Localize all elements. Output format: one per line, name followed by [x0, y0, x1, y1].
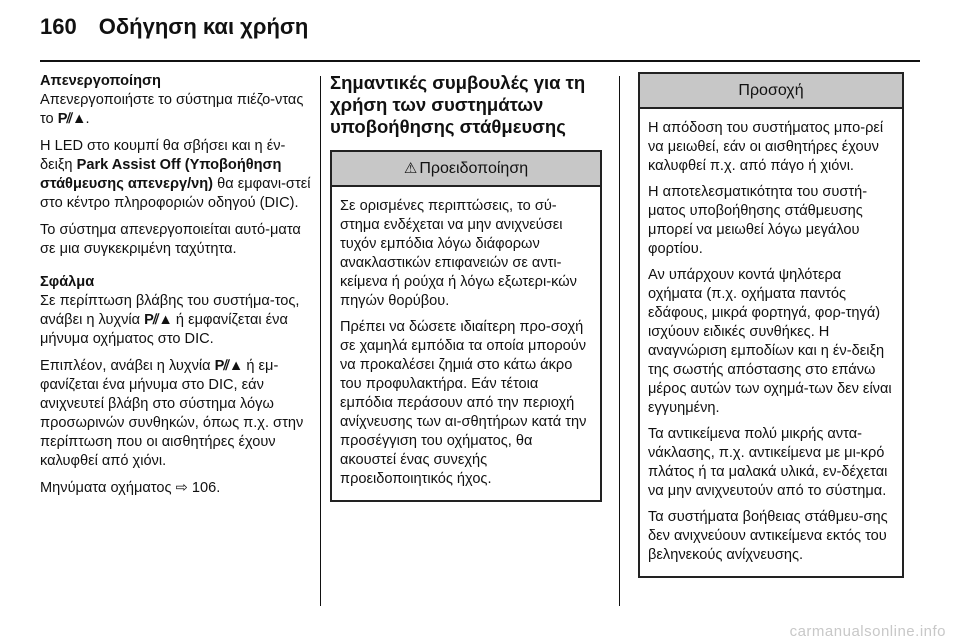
fault-paragraph-3: Μηνύματα οχήματος ⇨ 106.	[40, 480, 221, 496]
park-assist-icon: P⫽▲	[57, 111, 86, 127]
caution-header: Προσοχή	[640, 74, 902, 109]
column-3	[638, 72, 904, 578]
section-title: Σημαντικές συμβουλές για τη χρήση των συστημάτων υποβοήθησης στάθμευσης	[330, 72, 586, 137]
caution-body	[640, 109, 902, 576]
page-title: Οδήγηση και χρήση	[98, 14, 309, 39]
warning-box	[330, 150, 602, 502]
column-2	[330, 72, 602, 502]
page-number: 160	[40, 14, 77, 39]
deactivation-heading: Απενεργοποίηση	[40, 73, 161, 89]
fault-paragraph-1: Σε περίπτωση βλάβης του συστήμα-τος, ανάβει η λυχνία P⫽▲ ή εμφανίζεται ένα μήνυμα οχήματος στο DIC.	[40, 293, 300, 347]
header-rule	[40, 60, 920, 62]
park-assist-icon: P⫽▲	[214, 358, 243, 374]
fault-paragraph-2: Επιπλέον, ανάβει η λυχνία P⫽▲ ή εμ-φανίζεται ένα μήνυμα στο DIC, εάν ανιχνευτεί βλάβη στο σύστημα λόγω προσωρινών συνθηκών, όπως π.χ. στην περίπτωση που οι αισθητήρες έχουν καλυφθεί από χιόνι.	[40, 358, 304, 469]
warning-body	[332, 187, 600, 500]
warning-title: Προειδοποίηση	[419, 160, 529, 177]
column-divider-2	[619, 76, 620, 606]
deactivation-paragraph-2: Η LED στο κουμπί θα σβήσει και η έν-δειξη Park Assist Off (Υποβοήθηση στάθμευσης απενεργ/νη) θα εμφανι-στεί στο κέντρο πληροφοριών οδηγού (DIC).	[40, 138, 311, 211]
fault-section	[40, 273, 312, 498]
park-assist-off-message: Park Assist Off (Υποβοήθηση στάθμευσης απενεργ/νη)	[40, 157, 282, 192]
deactivation-paragraph-1: Απενεργοποιήστε το σύστημα πιέζο-ντας το P⫽▲.	[40, 92, 304, 127]
column-1	[40, 72, 312, 506]
column-divider-1	[320, 76, 321, 606]
page-reference-arrow-icon: ⇨	[175, 480, 188, 496]
warning-paragraph-2: Πρέπει να δώσετε ιδιαίτερη προ-σοχή σε χαμηλά εμπόδια τα οποία μπορούν να προκαλέσει ζημιά στο κάτω άκρο του προφυλακτήρα. Εάν τέτοια εμπόδια περάσουν από την περιοχή ανίχνευσης των αι-σθητήρων κατά την προσέγγιση του οχήματος, θα ακουστεί ένας συνεχής προειδοποιητικός ήχος.	[340, 319, 587, 487]
warning-paragraph-1: Σε ορισμένες περιπτώσεις, το σύ-στημα ενδέχεται να μην ανιχνεύσει τυχόν εμπόδια λόγω διάφορων ανακλαστικών επιφανειών σε αντι-κείμενα ή ρούχα ή λόγω εξωτερι-κών πηγών θορύβου.	[340, 198, 577, 309]
warning-header	[332, 152, 600, 187]
deactivation-section	[40, 72, 312, 259]
page-header	[40, 14, 308, 40]
caution-paragraph-4: Τα αντικείμενα πολύ μικρής αντα-νάκλασης, π.χ. αντικείμενα με μι-κρό πλάτος ή τα μαλακά υλικά, εν-δέχεται να μην ανιχνευτούν από το σύστημα.	[648, 426, 888, 499]
caution-paragraph-1: Η απόδοση του συστήματος μπο-ρεί να μειωθεί, εάν οι αισθητήρες έχουν καλυφθεί π.χ. από πάγο ή χιόνι.	[648, 120, 884, 174]
page-reference[interactable]: 106.	[191, 480, 221, 496]
warning-triangle-icon: ⚠	[403, 160, 418, 177]
caution-box	[638, 72, 904, 578]
deactivation-paragraph-3: Το σύστημα απενεργοποιείται αυτό-ματα σε μια συγκεκριμένη ταχύτητα.	[40, 222, 301, 257]
fault-heading: Σφάλμα	[40, 274, 95, 290]
caution-paragraph-5: Τα συστήματα βοήθειας στάθμευ-σης δεν ανιχνεύουν αντικείμενα εκτός του βεληνεκούς ανίχνευσης.	[648, 509, 888, 563]
caution-paragraph-3: Αν υπάρχουν κοντά ψηλότερα οχήματα (π.χ. οχήματα παντός εδάφους, μικρά φορτηγά, φορ-τηγά) ισχύουν ειδικές συνθήκες. Η αναγνώριση εμποδίων και η έν-δειξη της σωστής απόστασης στο επάνω μέρος αυτών των οχημά-των δεν είναι εγγυημένη.	[648, 267, 892, 416]
caution-paragraph-2: Η αποτελεσματικότητα του συστή-ματος υποβοήθησης στάθμευσης μπορεί να μειωθεί λόγω μεγάλου φορτίου.	[648, 184, 868, 257]
park-assist-icon: P⫽▲	[144, 312, 172, 328]
watermark: carmanualsonline.info	[789, 623, 946, 640]
